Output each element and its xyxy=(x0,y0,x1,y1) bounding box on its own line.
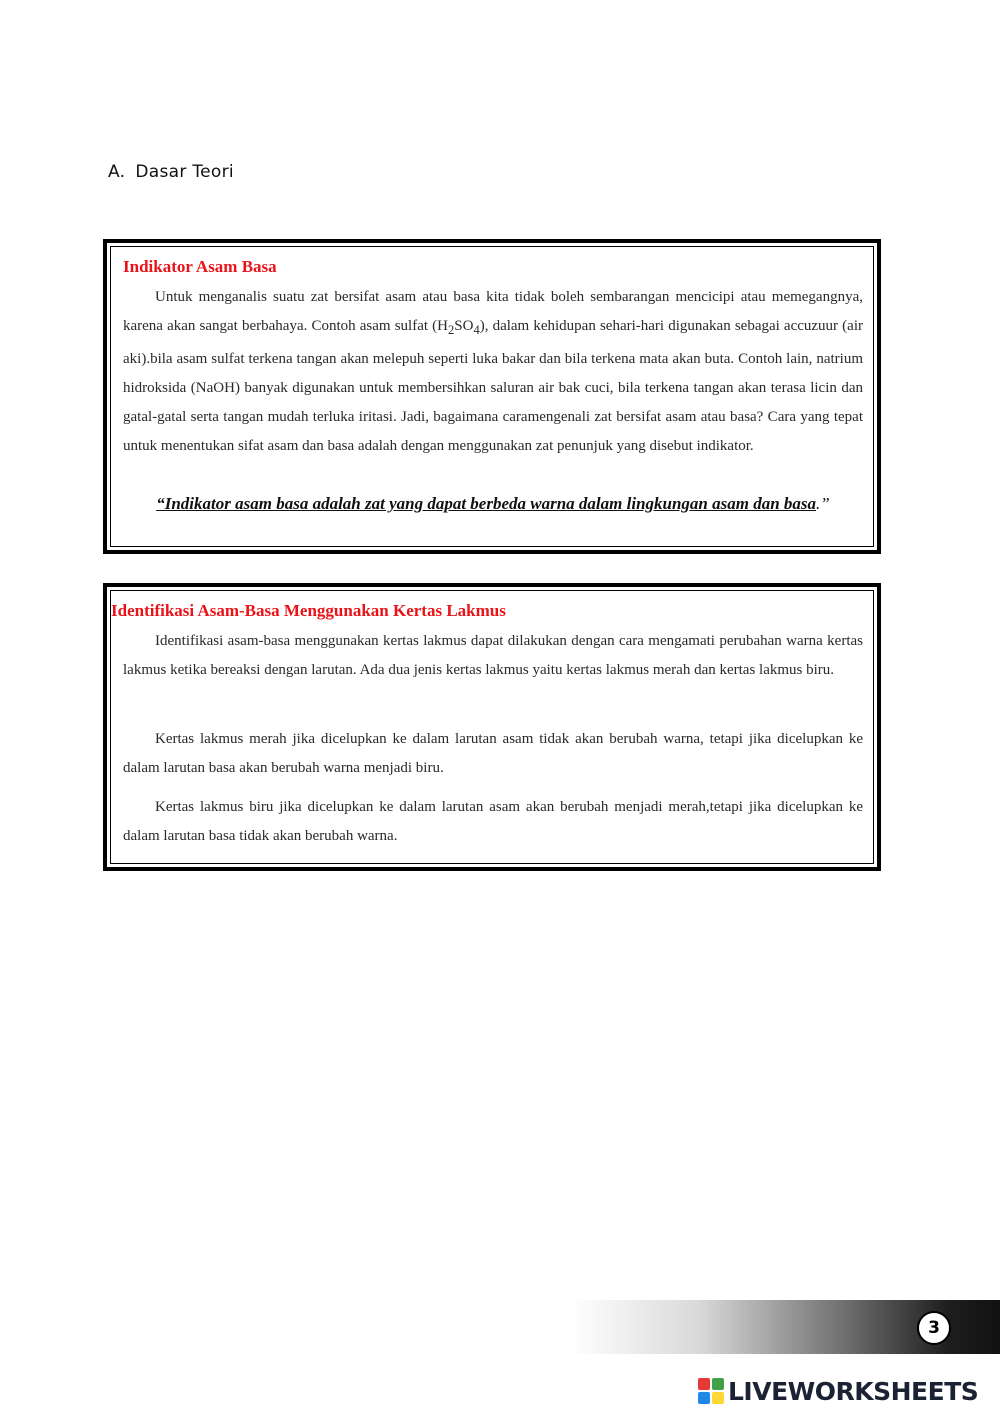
section-title: Dasar Teori xyxy=(135,162,234,182)
definition-quote xyxy=(123,487,863,520)
section-heading xyxy=(108,162,234,182)
quote-text: “Indikator asam basa adalah zat yang dapat berbeda warna dalam lingkungan asam dan basa xyxy=(156,494,817,513)
liveworksheets-watermark xyxy=(698,1374,978,1408)
indikator-title: Indikator Asam Basa xyxy=(123,257,277,276)
text-run: SO xyxy=(454,318,474,334)
indikator-box xyxy=(103,239,881,554)
lakmus-box xyxy=(103,583,881,871)
quote-end: .” xyxy=(816,494,830,513)
text-run: ), dalam kehidupan sehari-hari digunakan sebagai accuzuur (air aki).bila asam sulfat terkena tangan akan melepuh seperti luka bakar dan bila terkena mata akan buta. Contoh lain, natrium hidroksida (NaOH) banyak digunakan untuk membersihkan saluran air bak cuci, bila terkena tangan akan terasa licin dan gatal-gatal serta tangan mudah terluka iritasi. Jadi, bagaimana caramengenali zat bersifat asam atau basa? Cara yang tepat untuk menentukan sifat asam dan basa adalah dengan menggunakan zat penunjuk yang disebut indikator. xyxy=(123,318,863,454)
lakmus-title: Identifikasi Asam-Basa Menggunakan Kertas Lakmus xyxy=(111,601,506,620)
text-run: Untuk menganalis suatu zat bersifat asam atau basa kita tidak boleh sembarangan mencicipi atau memegangnya, karena akan sangat berbahaya. Contoh asam sulfat (H xyxy=(123,289,863,334)
subscript: 4 xyxy=(473,323,480,337)
lakmus-paragraph-3: Kertas lakmus biru jika dicelupkan ke dalam larutan asam akan berubah menjadi merah,tetapi jika dicelupkan ke dalam larutan basa tidak akan berubah warna. xyxy=(123,799,863,844)
page-number: 3 xyxy=(917,1311,951,1345)
subscript: 2 xyxy=(448,323,455,337)
liveworksheets-logo-icon xyxy=(698,1378,724,1404)
section-number: A. xyxy=(108,162,126,182)
lakmus-paragraph-2: Kertas lakmus merah jika dicelupkan ke dalam larutan asam tidak akan berubah warna, tetapi jika dicelupkan ke dalam larutan basa akan berubah warna menjadi biru. xyxy=(123,731,863,776)
watermark-text: LIVEWORKSHEETS xyxy=(728,1376,979,1406)
indikator-paragraph xyxy=(123,283,863,461)
lakmus-paragraph-1: Identifikasi asam-basa menggunakan kertas lakmus dapat dilakukan dengan cara mengamati perubahan warna kertas lakmus ketika bereaksi dengan larutan. Ada dua jenis kertas lakmus yaitu kertas lakmus merah dan kertas lakmus biru. xyxy=(123,633,863,678)
